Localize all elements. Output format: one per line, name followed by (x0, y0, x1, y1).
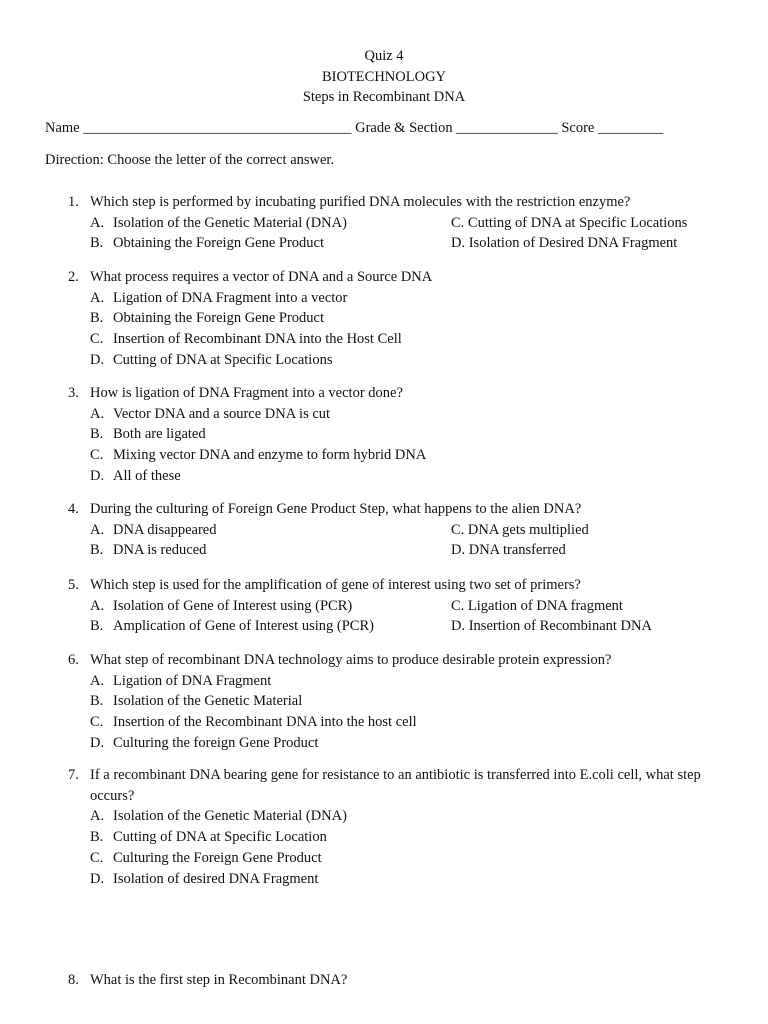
option-c: C. Ligation of DNA fragment (451, 597, 623, 614)
option-d: D. Insertion of Recombinant DNA (451, 618, 652, 635)
subject-title: BIOTECHNOLOGY (321, 68, 447, 85)
option-b: B. Obtaining the Foreign Gene Product (90, 235, 325, 252)
question-number: 8. (68, 972, 79, 988)
question-number: 7. (68, 767, 79, 783)
question-text: If a recombinant DNA bearing gene for resistance to an antibiotic is transferred into E.coli cell, what step occurs? (90, 767, 701, 804)
option-a: A. Ligation of DNA Fragment into a vector (90, 289, 348, 306)
question-text: Which step is used for the amplification of gene of interest using two set of primers? (90, 577, 581, 593)
option-c: C. DNA gets multiplied (451, 521, 589, 538)
question-number: 5. (68, 577, 79, 593)
option-a: A. Ligation of DNA Fragment (90, 672, 272, 689)
question-number: 6. (68, 652, 79, 668)
question-3 (68, 383, 708, 487)
option-a: A. Isolation of the Genetic Material (DNA) (90, 808, 347, 825)
question-text: Which step is performed by incubating purified DNA molecules with the restriction enzyme? (90, 194, 631, 210)
options (68, 671, 708, 754)
options (68, 596, 708, 637)
option-b: B. DNA is reduced (90, 542, 207, 559)
option-d: D. Isolation of desired DNA Fragment (90, 870, 319, 887)
option-d: D. DNA transferred (451, 542, 566, 559)
question-text: What is the first step in Recombinant DNA? (90, 972, 348, 988)
question-2 (68, 267, 708, 371)
question-number: 3. (68, 385, 79, 401)
option-a: A. Isolation of the Genetic Material (DNA) (90, 214, 347, 231)
quiz-title: Quiz 4 (364, 48, 404, 64)
option-d: D. Isolation of Desired DNA Fragment (451, 235, 678, 252)
option-b: B. Cutting of DNA at Specific Location (90, 829, 327, 846)
question-number: 2. (68, 269, 79, 285)
question-text: What step of recombinant DNA technology aims to produce desirable protein expression? (90, 652, 612, 668)
options (68, 806, 708, 889)
option-b: B. Isolation of the Genetic Material (90, 693, 303, 710)
option-d: D. All of these (90, 467, 181, 484)
question-number: 1. (68, 194, 79, 210)
options (68, 213, 708, 254)
option-b: B. Both are ligated (90, 426, 206, 443)
option-b: B. Obtaining the Foreign Gene Product (90, 310, 325, 327)
options (68, 520, 708, 561)
question-4 (68, 499, 708, 561)
option-d: D. Culturing the foreign Gene Product (90, 734, 319, 751)
option-a: A. Isolation of Gene of Interest using (PCR) (90, 597, 353, 614)
option-c: C. Insertion of Recombinant DNA into the Host Cell (90, 331, 402, 348)
option-b: B. Amplication of Gene of Interest using (PCR) (90, 618, 374, 635)
question-5 (68, 575, 708, 637)
options (68, 288, 708, 371)
options (68, 404, 708, 487)
option-c: C. Cutting of DNA at Specific Locations (451, 214, 688, 231)
question-1 (68, 192, 708, 254)
question-8 (68, 970, 708, 991)
option-d: D. Cutting of DNA at Specific Locations (90, 351, 333, 368)
option-c: C. Mixing vector DNA and enzyme to form hybrid DNA (90, 447, 427, 464)
question-text: How is ligation of DNA Fragment into a vector done? (90, 385, 403, 401)
topic-title: Steps in Recombinant DNA (302, 89, 466, 105)
question-7 (68, 765, 708, 889)
question-text: What process requires a vector of DNA and a Source DNA (90, 269, 433, 285)
name-grade-score-line: Name _____________________________________ Grade & Section ______________ Score _________ (45, 120, 664, 136)
question-text: During the culturing of Foreign Gene Product Step, what happens to the alien DNA? (90, 501, 582, 517)
direction-text: Direction: Choose the letter of the correct answer. (45, 152, 335, 168)
question-6 (68, 650, 708, 754)
option-c: C. Insertion of the Recombinant DNA into the host cell (90, 714, 417, 731)
quiz-header (0, 46, 768, 108)
option-a: A. Vector DNA and a source DNA is cut (90, 405, 331, 422)
option-a: A. DNA disappeared (90, 521, 217, 538)
question-number: 4. (68, 501, 79, 517)
option-c: C. Culturing the Foreign Gene Product (90, 849, 322, 866)
